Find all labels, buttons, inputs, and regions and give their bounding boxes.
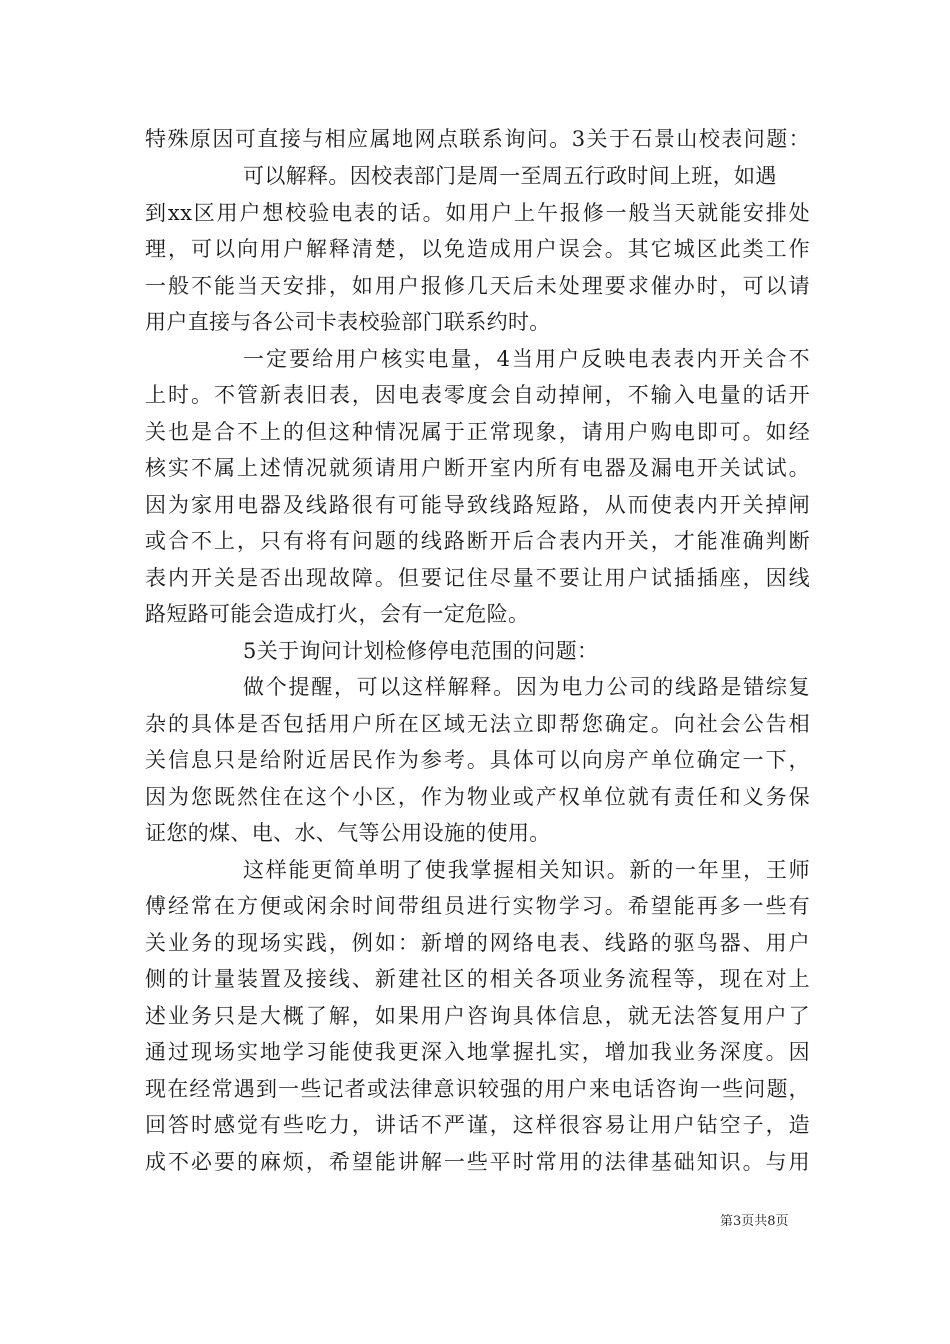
text-line: 傅经常在方便或闲余时间带组员进行实物学习。希望能再多一些有 <box>145 894 810 918</box>
text-line: 现在经常遇到一些记者或法律意识较强的用户来电话咨询一些问题， <box>145 1077 810 1101</box>
text-line: 一般不能当天安排，如用户报修几天后未处理要求催办时，可以请 <box>145 274 810 298</box>
text-line: 通过现场实地学习能使我更深入地掌握扎实，增加我业务深度。因 <box>145 1040 810 1064</box>
text-line: 杂的具体是否包括用户所在区域无法立即帮您确定。向社会公告相 <box>145 712 810 736</box>
text-line: 或合不上，只有将有问题的线路断开后合表内开关，才能准确判断 <box>145 529 810 553</box>
text-line: 上时。不管新表旧表，因电表零度会自动掉闸，不输入电量的话开 <box>145 383 810 407</box>
section-heading: 5关于询问计划检修停电范围的问题： <box>243 639 599 663</box>
text-line: 做个提醒，可以这样解释。因为电力公司的线路是错综复 <box>243 675 810 699</box>
text-line: 回答时感觉有些吃力，讲话不严谨，这样很容易让用户钻空子，造 <box>145 1113 810 1137</box>
text-line: 关业务的现场实践，例如：新增的网络电表、线路的驱鸟器、用户 <box>145 931 810 955</box>
text-line: 表内开关是否出现故障。但要记住尽量不要让用户试插插座，因线 <box>145 566 810 590</box>
text-line: 一定要给用户核实电量，4当用户反映电表表内开关合不 <box>243 347 810 371</box>
text-line: 关也是合不上的但这种情况属于正常现象，请用户购电即可。如经 <box>145 420 810 444</box>
page-number-footer: 第3页共8页 <box>720 1214 789 1229</box>
text-line: 特殊原因可直接与相应属地网点联系询问。3关于石景山校表问题： <box>145 127 810 151</box>
text-line: 核实不属上述情况就须请用户断开室内所有电器及漏电开关试试。 <box>145 456 810 480</box>
text-line: 侧的计量装置及接线、新建社区的相关各项业务流程等，现在对上 <box>145 967 810 991</box>
text-line: 可以解释。因校表部门是周一至周五行政时间上班，如遇 <box>243 164 777 188</box>
text-line: 因为您既然住在这个小区，作为物业或产权单位就有责任和义务保 <box>145 785 810 809</box>
text-line: 因为家用电器及线路很有可能导致线路短路，从而使表内开关掉闸 <box>145 493 810 517</box>
text-line: 路短路可能会造成打火，会有一定危险。 <box>145 602 530 626</box>
text-line: 关信息只是给附近居民作为参考。具体可以向房产单位确定一下， <box>145 748 810 772</box>
text-line: 这样能更简单明了使我掌握相关知识。新的一年里，王师 <box>243 858 810 882</box>
text-line: 证您的煤、电、水、气等公用设施的使用。 <box>145 821 551 845</box>
text-line: 用户直接与各公司卡表校验部门联系约时。 <box>145 310 551 334</box>
text-line: 成不必要的麻烦，希望能讲解一些平时常用的法律基础知识。与用 <box>145 1150 810 1174</box>
text-line: 述业务只是大概了解，如果用户咨询具体信息，就无法答复用户了 <box>145 1004 810 1028</box>
text-line: 理，可以向用户解释清楚，以免造成用户误会。其它城区此类工作 <box>145 237 810 261</box>
text-line: 到xx区用户想校验电表的话。如用户上午报修一般当天就能安排处 <box>145 201 810 225</box>
